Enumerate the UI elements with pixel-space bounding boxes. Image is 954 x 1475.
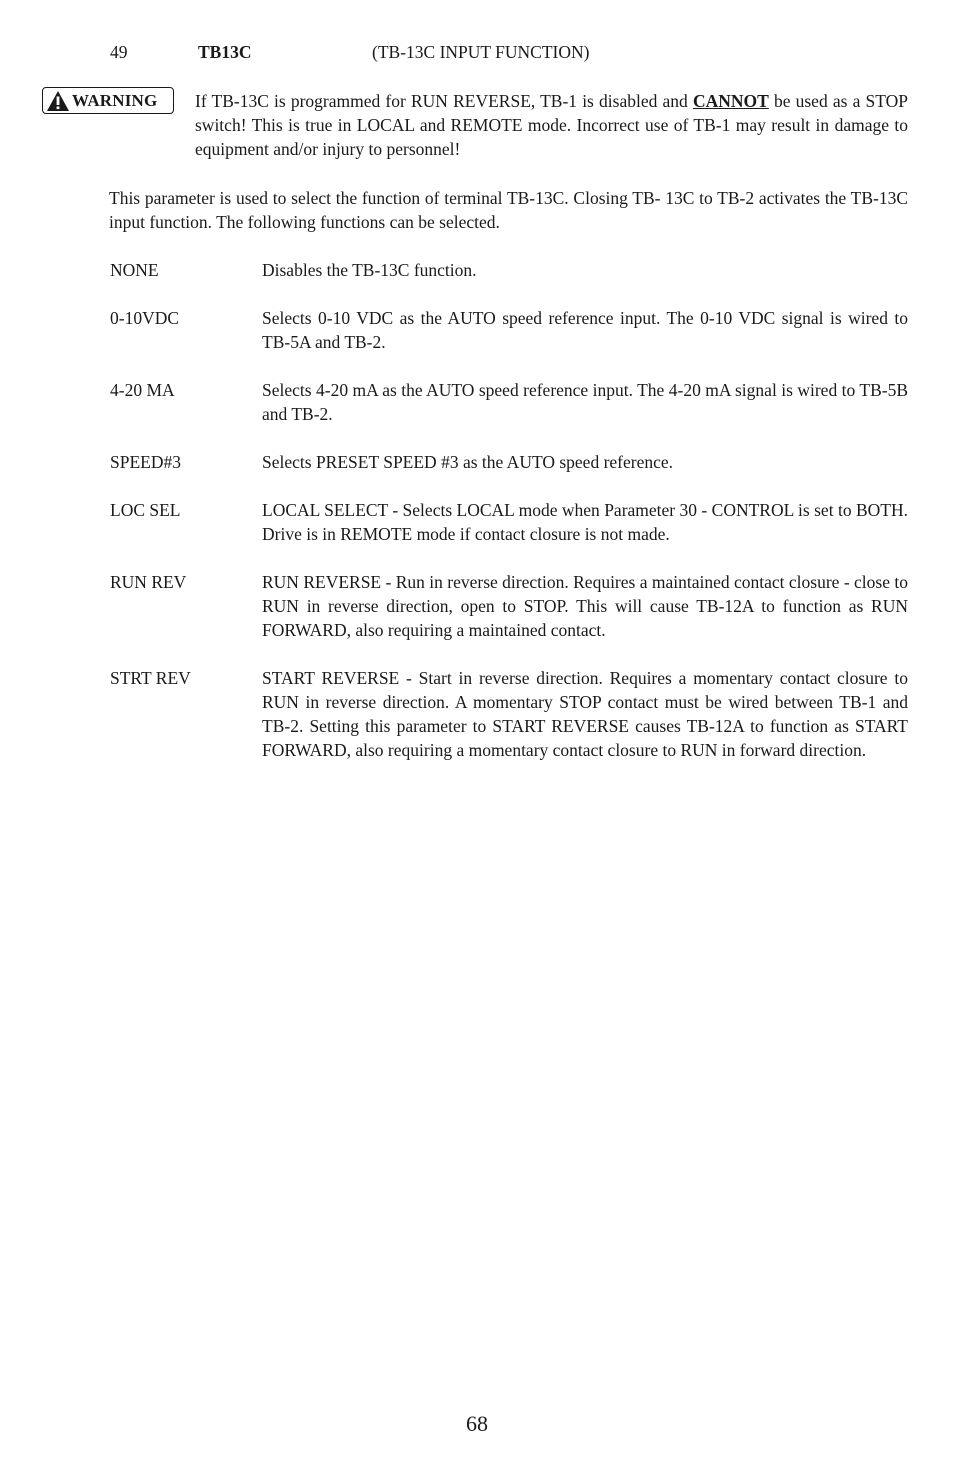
warning-text-before: If TB-13C is programmed for RUN REVERSE, TB-1 is disabled and bbox=[195, 91, 693, 111]
parameter-name: (TB-13C INPUT FUNCTION) bbox=[372, 42, 590, 62]
parameter-header bbox=[110, 40, 910, 66]
option-description: Selects 0-10 VDC as the AUTO speed reference input. The 0-10 VDC signal is wired to TB-5A and TB-2. bbox=[262, 308, 908, 352]
option-term: 0-10VDC bbox=[110, 308, 180, 328]
warning-text-after: be used as a STOP switch! This is true in LOCAL and REMOTE mode. Incorrect use of TB-1 may result in damage to equipment and/or injury to personnel! bbox=[195, 91, 908, 159]
option-term: LOC SEL bbox=[110, 500, 181, 520]
parameter-number: 49 bbox=[110, 42, 128, 62]
option-row bbox=[110, 306, 908, 354]
option-description: LOCAL SELECT - Selects LOCAL mode when Parameter 30 - CONTROL is set to BOTH. Drive is in REMOTE mode if contact closure is not made. bbox=[262, 500, 908, 544]
option-term: STRT REV bbox=[110, 668, 191, 688]
intro-paragraph: This parameter is used to select the function of terminal TB-13C. Closing TB- 13C to TB-2 activates the TB-13C input function. The following functions can be selected. bbox=[109, 188, 908, 232]
option-description: RUN REVERSE - Run in reverse direction. Requires a maintained contact closure - close to RUN in reverse direction, open to STOP. This will cause TB-12A to function as RUN FORWARD, also requiring a maintained contact. bbox=[262, 572, 908, 640]
option-description: START REVERSE - Start in reverse direction. Requires a momentary contact closure to RUN in reverse direction. A momentary STOP contact must be wired between TB-1 and TB-2. Setting this parameter to START REVERSE causes TB-12A to function as START FORWARD, also requiring a momentary contact closure to RUN in forward direction. bbox=[262, 668, 908, 760]
page-number: 68 bbox=[466, 1411, 488, 1436]
warning-triangle-icon bbox=[46, 90, 70, 112]
option-description: Disables the TB-13C function. bbox=[262, 260, 477, 280]
option-description: Selects PRESET SPEED #3 as the AUTO speed reference. bbox=[262, 452, 674, 472]
option-row bbox=[110, 666, 908, 762]
options-list bbox=[110, 258, 908, 786]
option-row bbox=[110, 378, 908, 426]
option-row bbox=[110, 498, 908, 546]
warning-badge bbox=[42, 87, 174, 114]
option-row bbox=[110, 450, 908, 474]
option-row bbox=[110, 570, 908, 642]
parameter-code: TB13C bbox=[198, 42, 252, 62]
warning-text bbox=[195, 89, 908, 161]
warning-emphasis: CANNOT bbox=[692, 91, 769, 111]
option-description: Selects 4-20 mA as the AUTO speed reference input. The 4-20 mA signal is wired to TB-5B and TB-2. bbox=[262, 380, 908, 424]
option-term: RUN REV bbox=[110, 572, 187, 592]
option-term: NONE bbox=[110, 260, 159, 280]
option-term: 4-20 MA bbox=[110, 380, 175, 400]
option-row bbox=[110, 258, 908, 282]
warning-label: WARNING bbox=[72, 90, 158, 110]
option-term: SPEED#3 bbox=[110, 452, 181, 472]
